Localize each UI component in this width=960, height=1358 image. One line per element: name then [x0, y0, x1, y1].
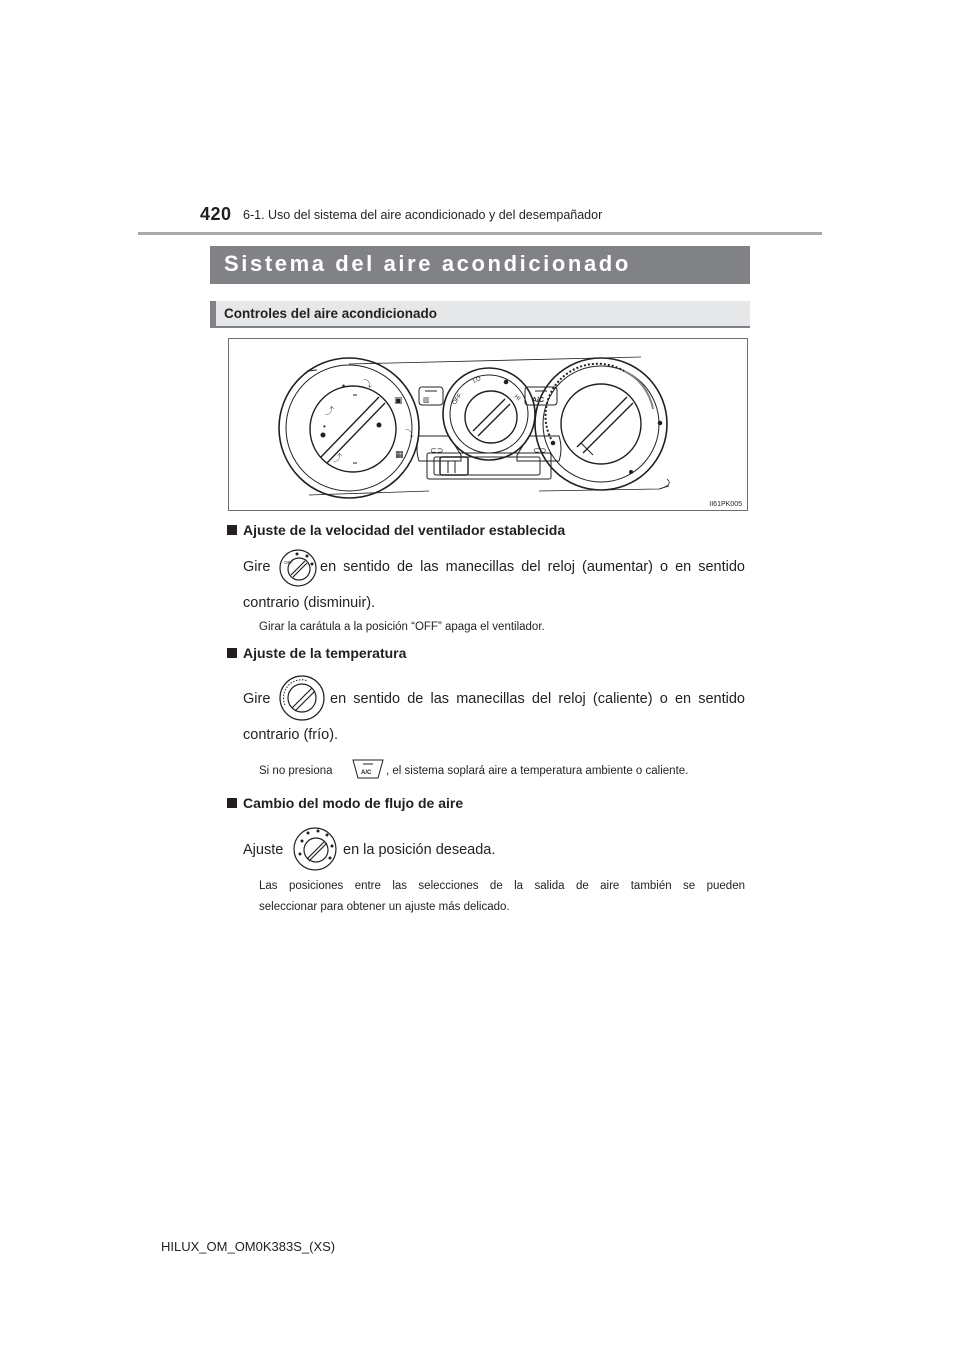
svg-text:LO: LO [472, 375, 483, 385]
airflow-text-after: en la posición deseada. [343, 842, 496, 858]
svg-text:⤴: ⤴ [325, 406, 335, 416]
fan-speed-dial-icon [443, 368, 535, 460]
bullet-square-icon [227, 798, 237, 808]
header-divider [138, 232, 822, 235]
svg-text:OFF: OFF [284, 560, 293, 565]
ac-control-panel-figure [228, 338, 748, 511]
svg-text:A/C: A/C [532, 397, 545, 404]
airflow-note-line2: seleccionar para obtener un ajuste más delicado. [259, 901, 510, 913]
airflow-mode-dial-icon [279, 358, 419, 498]
svg-text:▥: ▥ [423, 397, 430, 404]
airflow-note-line1: Las posiciones entre las selecciones de la salida de aire también se pueden [259, 880, 745, 892]
svg-text:⊂⊃: ⊂⊃ [533, 446, 547, 455]
svg-text:•: • [323, 422, 326, 431]
temperature-dial-icon [535, 358, 667, 490]
airflow-mode-dial-icon [292, 826, 338, 872]
svg-text:▦: ▦ [395, 449, 404, 459]
svg-text:A/C: A/C [361, 770, 372, 776]
figure-code: II61PK005 [709, 501, 742, 508]
subsection-bar [210, 301, 750, 326]
document-code-footer: HILUX_OM_OM0K383S_(XS) [161, 1239, 336, 1254]
svg-text:⤴: ⤴ [333, 453, 343, 463]
svg-text:OFF: OFF [451, 392, 464, 407]
ac-button-icon [352, 758, 384, 780]
temperature-heading: Ajuste de la temperatura [227, 645, 406, 661]
subsection-accent [210, 301, 216, 326]
temperature-text-line2: contrario (frío). [243, 727, 339, 743]
svg-text:⤵: ⤵ [405, 429, 415, 439]
subsection-title: Controles del aire acondicionado [224, 306, 438, 321]
svg-text:⤵: ⤵ [363, 379, 373, 389]
fan-speed-text-line1: en sentido de las manecillas del reloj (aumentar) o en sentido [320, 559, 745, 575]
fan-speed-text-line2: contrario (disminuir). [243, 595, 376, 611]
bullet-square-icon [227, 648, 237, 658]
fan-speed-text-before: Gire [243, 559, 271, 575]
temperature-note-after: , el sistema soplará aire a temperatura ambiente o caliente. [386, 765, 689, 777]
fan-speed-note: Girar la carátula a la posición “OFF” apaga el ventilador. [259, 621, 545, 633]
ac-control-panel-illustration [229, 339, 748, 511]
airflow-text-before: Ajuste [243, 842, 284, 858]
temperature-dial-icon [278, 674, 326, 722]
temperature-note-before: Si no presiona [259, 765, 333, 777]
subsection-underline [210, 326, 750, 328]
temperature-text-line1: en sentido de las manecillas del reloj (caliente) o en sentido [330, 691, 745, 707]
page-number: 420 [200, 204, 232, 224]
airflow-heading: Cambio del modo de flujo de aire [227, 795, 463, 811]
svg-text:⊂⊃: ⊂⊃ [430, 446, 444, 455]
section-title-bar [210, 246, 750, 284]
chapter-title: 6-1. Uso del sistema del aire acondicionado y del desempañador [243, 208, 603, 222]
svg-text:▣: ▣ [394, 395, 403, 405]
fan-speed-dial-icon [278, 548, 318, 588]
temperature-text-before: Gire [243, 691, 271, 707]
fan-speed-heading: Ajuste de la velocidad del ventilador establecida [227, 522, 565, 538]
section-title: Sistema del aire acondicionado [224, 251, 631, 276]
svg-text:HI: HI [512, 393, 522, 403]
svg-text:•: • [342, 381, 346, 391]
bullet-square-icon [227, 525, 237, 535]
